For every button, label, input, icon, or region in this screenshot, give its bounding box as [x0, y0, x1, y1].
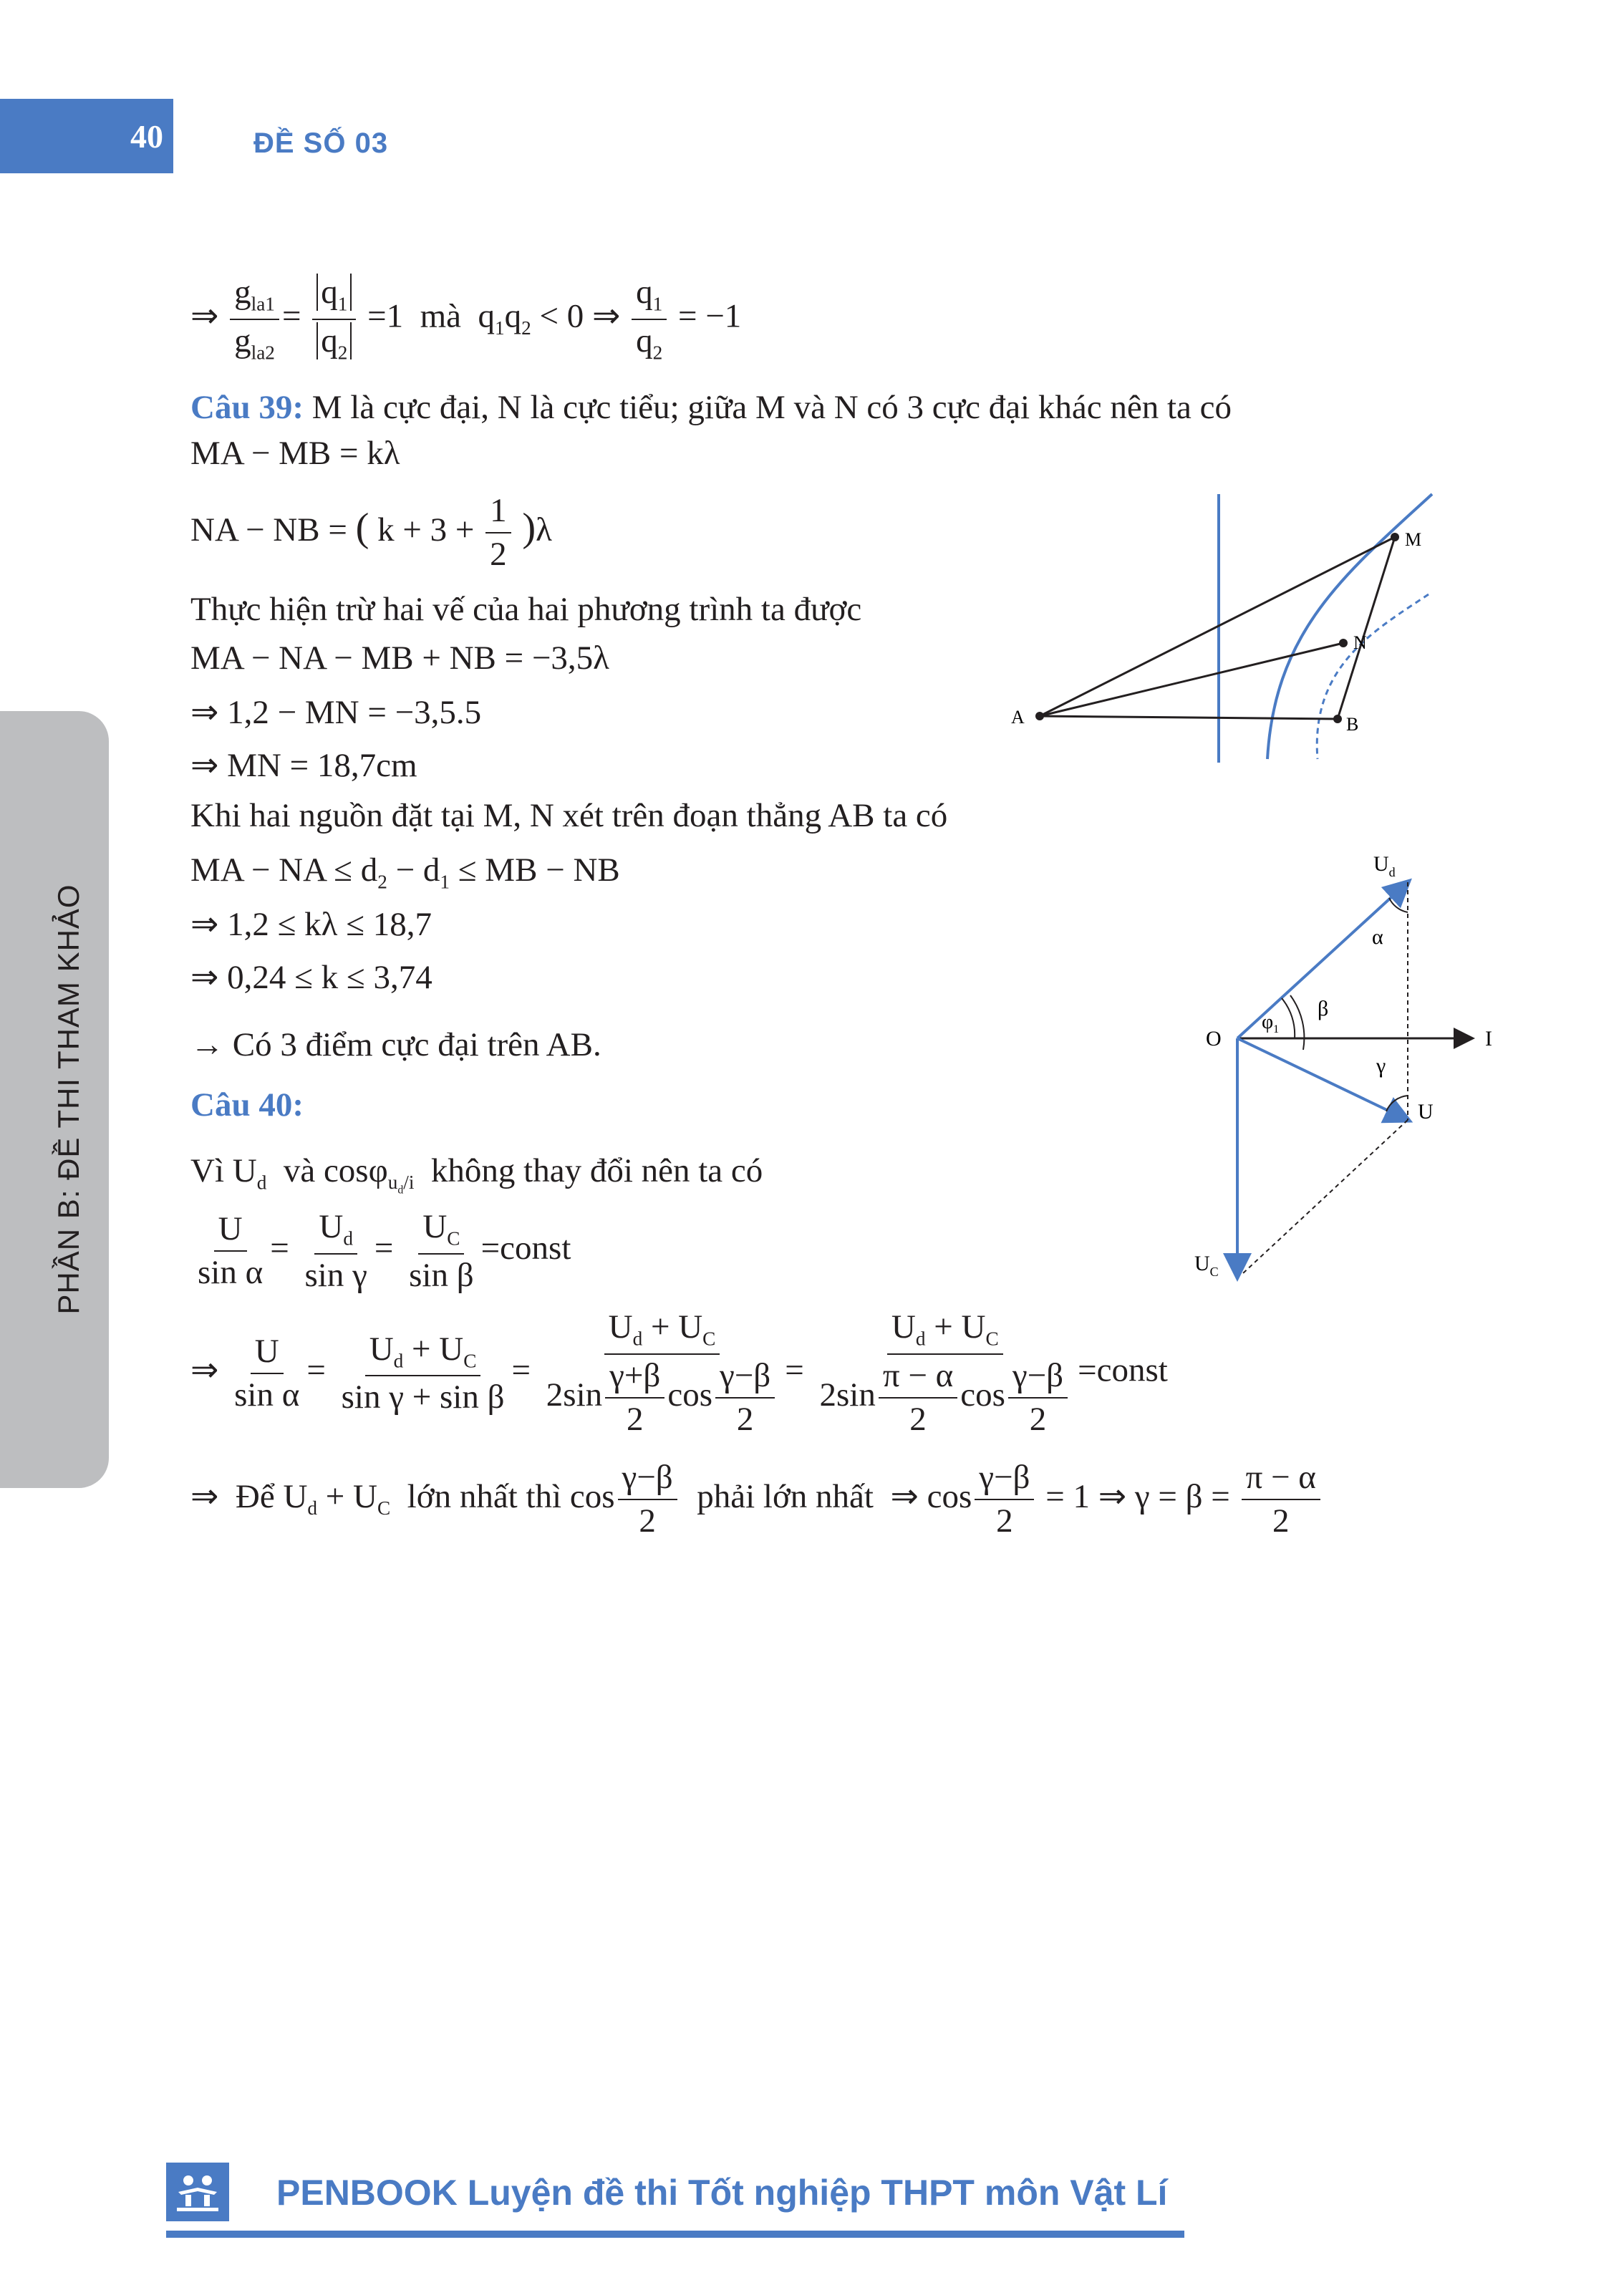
cau39-eq3: MA − NA − MB + NB = −3,5λ	[190, 639, 609, 677]
penbook-logo-icon	[166, 2163, 229, 2221]
cau40-intro: Vì $U_d$ và cosφ$_{u_d/i}$ không thay đổi nên ta có	[190, 1152, 763, 1197]
label-Uc: $U_C$	[1194, 1252, 1219, 1279]
cau39-eq1: MA − MB = kλ	[190, 435, 400, 472]
cau39-intro: Câu 39: M là cực đại, N là cực tiểu; giữa M và N có 3 cực đại khác nên ta có	[190, 389, 1232, 426]
page-number: 40	[0, 99, 173, 173]
hyperbola-figure	[1002, 487, 1475, 773]
cau39-eq8: ⇒ 0,24 ≤ k ≤ 3,74	[190, 959, 432, 996]
equation-g-ratio: ⇒ $\frac{g_{la1}}{g_{la2}}$ = $\frac{q_1}{q_2}$ =1 mà $q_1q_2 < 0$ ⇒ $\frac{q_1}{q_2}$ = −1	[190, 274, 742, 364]
label-Ud: $U_d$	[1373, 852, 1396, 879]
side-tab-label: PHẦN B: ĐỀ THI THAM KHẢO	[52, 884, 85, 1315]
label-beta: β	[1318, 997, 1329, 1020]
label-N: N	[1353, 632, 1367, 653]
section-title: ĐỀ SỐ 03	[253, 127, 389, 159]
point-B	[1333, 715, 1342, 723]
cau39-eq6: MA − NA ≤ $d_2 - d_1$ ≤ MB − NB	[190, 851, 620, 893]
cau39-eq5: ⇒ MN = 18,7cm	[190, 747, 417, 784]
label-A: A	[1011, 707, 1025, 728]
cau40-label: Câu 40:	[190, 1086, 304, 1124]
vector-U	[1237, 1038, 1408, 1120]
cau39-eq4: ⇒ 1,2 − MN = −3,5.5	[190, 694, 482, 731]
label-I: I	[1485, 1027, 1492, 1050]
cau39-sentence2: Khi hai nguồn đặt tại M, N xét trên đoạn thẳng AB ta có	[190, 797, 948, 834]
cau40-eq1: $\frac{U}{\text{sin α}}$ = $\frac{U_d}{\text{sin γ}}$ = $\frac{U_C}{\text{sin β}}$ =const	[198, 1208, 571, 1294]
footer-title: PENBOOK Luyện đề thi Tốt nghiệp THPT môn Vật Lí	[276, 2173, 1168, 2213]
cau39-sentence: Thực hiện trừ hai vế của hai phương trình ta được	[190, 591, 862, 628]
cau39-eq2: NA − NB = ( k + 3 + $\frac{1}{2}$ )λ	[190, 492, 552, 573]
cau39-conclusion: → Có 3 điểm cực đại trên AB.	[190, 1026, 601, 1063]
label-O: O	[1206, 1027, 1222, 1050]
label-gamma: γ	[1376, 1054, 1386, 1078]
label-alpha: α	[1372, 925, 1383, 949]
label-M: M	[1405, 529, 1422, 550]
cau40-eq3: ⇒ Để $U_d + U_C$ lớn nhất thì cos $\frac{\gamma-\beta}{2}$ phải lớn nhất ⇒ cos $\frac{\gamma-\beta}{2}$ = 1 ⇒ γ = β = $\frac{\pi - \alpha}{2}$	[190, 1461, 1323, 1538]
cau40-eq2: ⇒ $\frac{U}{\text{sin α}}$ = $\frac{U_d + U_C}{\text{sin γ + sin β}}$ = $U_d + U_C$ 2sin $\frac{\gamma+\beta}{2}$ cos $\frac{\gamma-\beta}{2}$ = $U_d + U_C$ 2sin $\frac{\pi - \alpha}{2}$ cos $\frac{\gamma-\beta}{2}$ =const	[190, 1308, 1168, 1438]
question-label: Câu 39:	[190, 389, 304, 426]
point-M	[1391, 533, 1399, 541]
label-B: B	[1346, 714, 1359, 735]
point-N	[1339, 639, 1348, 647]
hyperbola-min	[1317, 594, 1429, 759]
point-A	[1035, 712, 1044, 720]
label-U: U	[1418, 1100, 1434, 1124]
label-phi: $\varphi_1$	[1262, 1011, 1280, 1035]
phasor-figure	[1174, 838, 1518, 1282]
footer-rule	[166, 2231, 1184, 2238]
cau39-eq7: ⇒ 1,2 ≤ kλ ≤ 18,7	[190, 906, 432, 943]
